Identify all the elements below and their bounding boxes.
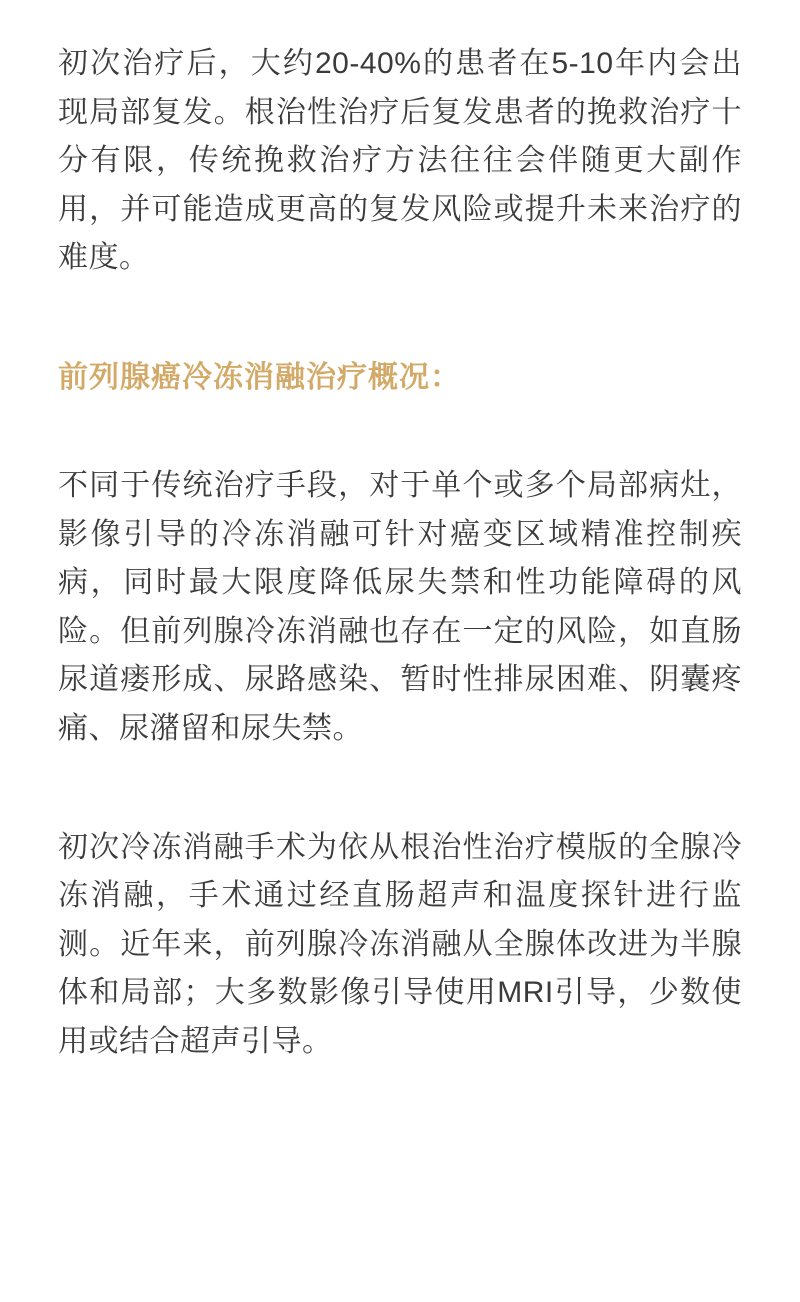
paragraph-intro: 初次治疗后，大约20-40%的患者在5-10年内会出现局部复发。根治性治疗后复发患者的挽救治疗十分有限，传统挽救治疗方法往往会伴随更大副作用，并可能造成更高的复发风险或提升未来治疗的难度。 [58, 47, 742, 275]
section-heading-cryoablation-overview: 前列腺癌冷冻消融治疗概况： [58, 360, 461, 394]
paragraph-procedure: 初次冷冻消融手术为依从根治性治疗模版的全腺冷冻消融，手术通过经直肠超声和温度探针进行监测。近年来，前列腺冷冻消融从全腺体改进为半腺体和局部；大多数影像引导使用MRI引导，少数使用或结合超声引导。 [58, 830, 742, 1058]
paragraph-spacer [58, 800, 742, 824]
paragraph-overview: 不同于传统治疗手段，对于单个或多个局部病灶，影像引导的冷冻消融可针对癌变区域精准控制疾病，同时最大限度降低尿失禁和性功能障碍的风险。但前列腺冷冻消融也存在一定的风险，如直肠尿道瘘形成、尿路感染、暂时性排尿困难、阴囊疼痛、尿潴留和尿失禁。 [58, 468, 742, 745]
